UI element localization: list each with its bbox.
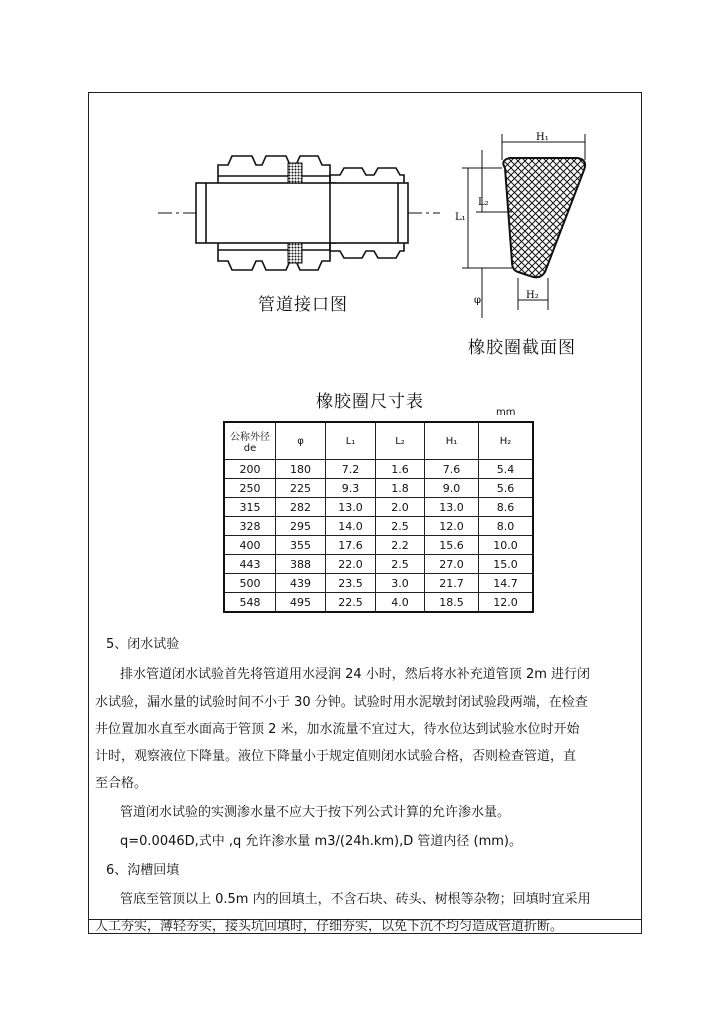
- section5-heading: 5、闭水试验: [106, 637, 180, 652]
- table-cell: 8.6: [479, 498, 534, 517]
- table-cell: 1.6: [376, 460, 425, 479]
- table-cell: 495: [276, 593, 326, 613]
- table-cell: 4.0: [376, 593, 425, 613]
- table-cell: 250: [224, 479, 276, 498]
- section5-paragraph-line: 井位置加水直至水面高于管顶 2 米，加水流量不宜过大，待水位达到试验水位时开始: [95, 722, 580, 737]
- table-row: [224, 479, 533, 498]
- table-cell: 18.5: [425, 593, 479, 613]
- table-cell: 2.0: [376, 498, 425, 517]
- table-cell: 9.0: [425, 479, 479, 498]
- table-row: [224, 460, 533, 479]
- table-title: 橡胶圈尺寸表: [316, 392, 424, 412]
- table-cell: 3.0: [376, 574, 425, 593]
- table-cell: 8.0: [479, 517, 534, 536]
- table-cell: 388: [276, 555, 326, 574]
- table-cell: 21.7: [425, 574, 479, 593]
- label-l2: L₂: [478, 197, 489, 208]
- table-cell: 27.0: [425, 555, 479, 574]
- table-cell: 13.0: [425, 498, 479, 517]
- section5-paragraph-line: 计时，观察液位下降量。液位下降量小于规定值则闭水试验合格，否则检查管道，直: [95, 749, 577, 764]
- table-cell: 15.0: [479, 555, 534, 574]
- label-l1: L₁: [455, 212, 466, 223]
- table-cell: 7.6: [425, 460, 479, 479]
- table-cell: 439: [276, 574, 326, 593]
- table-cell: 5.4: [479, 460, 534, 479]
- table-header: 公称外径 de: [224, 422, 276, 460]
- table-row: [224, 593, 533, 613]
- table-header: φ: [276, 422, 326, 460]
- section6-paragraph-line: 人工夯实，薄轻夯实，接头坑回填时，仔细夯实，以免下沉不均匀造成管道折断。: [95, 919, 564, 934]
- figures-drawing: [0, 0, 724, 400]
- table-cell: 5.6: [479, 479, 534, 498]
- table-header-row: [224, 422, 533, 460]
- table-row: [224, 517, 533, 536]
- table-cell: 12.0: [425, 517, 479, 536]
- table-cell: 400: [224, 536, 276, 555]
- table-header: L₂: [376, 422, 425, 460]
- table-cell: 548: [224, 593, 276, 613]
- table-cell: 295: [276, 517, 326, 536]
- table-header: H₂: [479, 422, 534, 460]
- table-cell: 443: [224, 555, 276, 574]
- ring-section-caption: 橡胶圈截面图: [468, 338, 576, 358]
- table-cell: 14.0: [326, 517, 376, 536]
- table-cell: 328: [224, 517, 276, 536]
- table-header: H₁: [425, 422, 479, 460]
- table-cell: 22.0: [326, 555, 376, 574]
- table-cell: 15.6: [425, 536, 479, 555]
- section5-paragraph-line: 水试验，漏水量的试验时间不小于 30 分钟。试验时用水泥墩封闭试验段两端，在检查: [95, 695, 588, 710]
- table-cell: 355: [276, 536, 326, 555]
- table-cell: 282: [276, 498, 326, 517]
- ring-section-diagram: [462, 134, 585, 318]
- section5-paragraph: 管道闭水试验的实测渗水量不应大于按下列公式计算的允许渗水量。: [120, 805, 511, 820]
- table-cell: 13.0: [326, 498, 376, 517]
- table-cell: 200: [224, 460, 276, 479]
- table-cell: 225: [276, 479, 326, 498]
- table-cell: 22.5: [326, 593, 376, 613]
- section6-paragraph-line: 管底至管顶以上 0.5m 内的回填土，不含石块、砖头、树根等杂物；回填时宜采用: [120, 892, 591, 907]
- table-cell: 2.5: [376, 555, 425, 574]
- section6-heading: 6、沟槽回填: [106, 863, 180, 878]
- label-h2: H₂: [526, 290, 539, 301]
- table-cell: 17.6: [326, 536, 376, 555]
- table-row: [224, 555, 533, 574]
- section5-formula: q=0.0046D,式中 ,q 允许渗水量 m3/(24h.km),D 管道内径 (mm)。: [120, 834, 522, 849]
- table-cell: 23.5: [326, 574, 376, 593]
- label-h1: H₁: [536, 132, 549, 143]
- table-row: [224, 536, 533, 555]
- table-row: [224, 574, 533, 593]
- table-cell: 1.8: [376, 479, 425, 498]
- label-phi: φ: [474, 295, 482, 306]
- pipe-joint-diagram: [158, 156, 440, 270]
- section5-paragraph-line: 排水管道闭水试验首先将管道用水浸润 24 小时，然后将水补充道管顶 2m 进行闭: [120, 667, 591, 682]
- section5-paragraph-line: 至合格。: [95, 776, 148, 791]
- pipe-joint-caption: 管道接口图: [258, 295, 348, 315]
- table-cell: 2.2: [376, 536, 425, 555]
- table-cell: 9.3: [326, 479, 376, 498]
- table-cell: 12.0: [479, 593, 534, 613]
- table-header: L₁: [326, 422, 376, 460]
- table-cell: 7.2: [326, 460, 376, 479]
- table-cell: 10.0: [479, 536, 534, 555]
- table-cell: 180: [276, 460, 326, 479]
- table-unit: mm: [496, 407, 516, 418]
- table-cell: 14.7: [479, 574, 534, 593]
- table-cell: 500: [224, 574, 276, 593]
- table-cell: 2.5: [376, 517, 425, 536]
- table-cell: 315: [224, 498, 276, 517]
- table-row: [224, 498, 533, 517]
- ring-dimension-table: [223, 421, 534, 613]
